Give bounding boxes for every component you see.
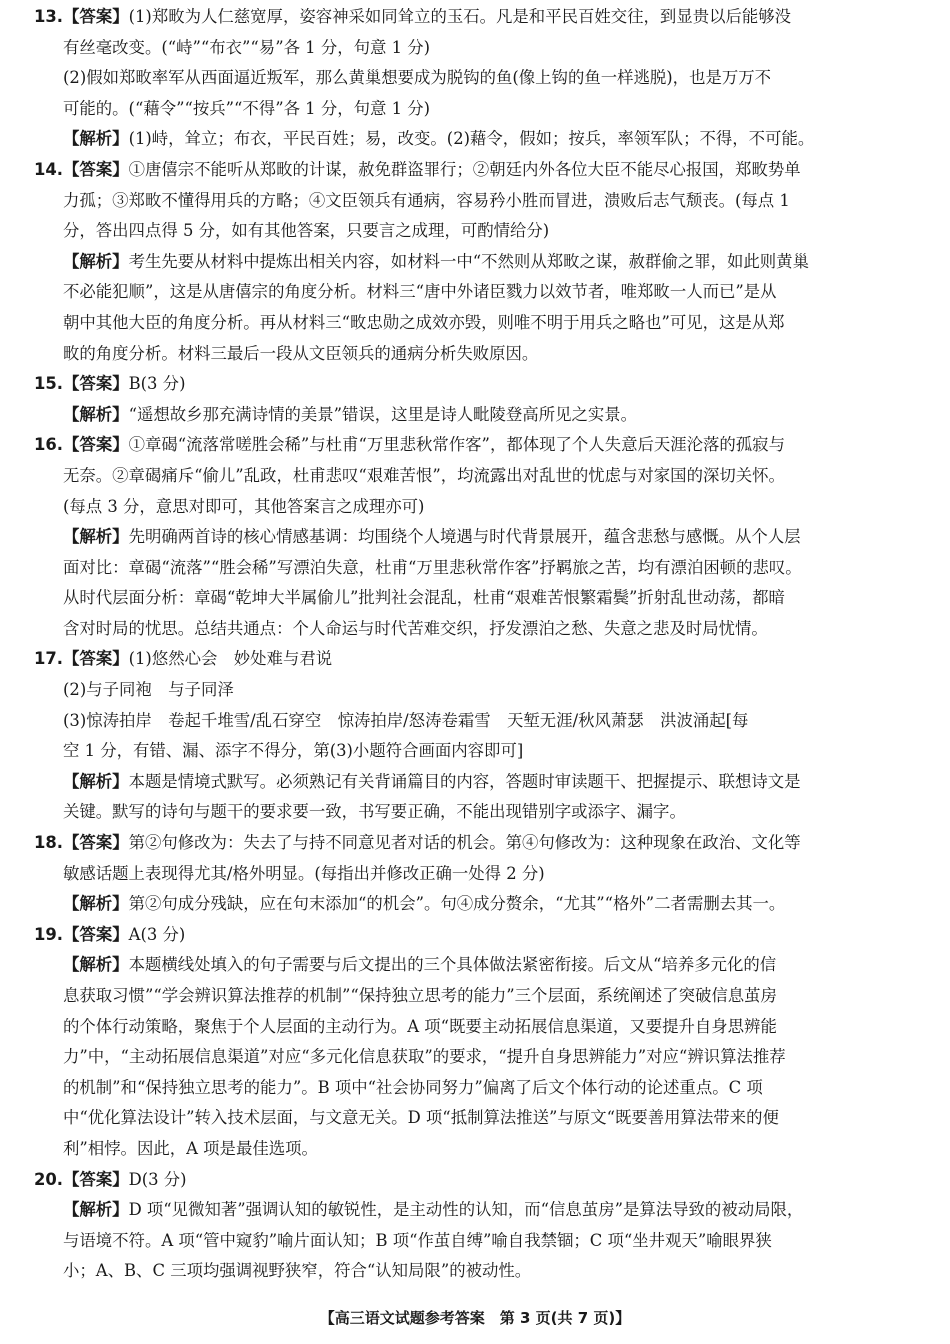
question-number: 18. bbox=[34, 833, 64, 853]
question-item bbox=[34, 430, 894, 644]
question-number: 16. bbox=[34, 435, 64, 455]
question-item bbox=[34, 828, 894, 920]
answer-text-line bbox=[34, 1256, 894, 1287]
line-text: D 项“见微知著”强调认知的敏锐性，是主动性的认知，而“信息茧房”是算法导致的被动局限， bbox=[128, 1200, 804, 1220]
line-text: 与语境不符。A 项“管中窥豹”喻片面认知；B 项“作茧自缚”喻自我禁锢；C 项“坐井观天”喻眼界狭 bbox=[63, 1230, 772, 1250]
answer-text-line bbox=[34, 1226, 894, 1257]
question-number: 14. bbox=[34, 159, 64, 179]
answer-text-line bbox=[34, 247, 894, 278]
answer-text-line bbox=[34, 981, 894, 1012]
answer-text-line bbox=[34, 186, 894, 217]
question-number: 17. bbox=[34, 649, 64, 669]
analysis-label: 【解析】 bbox=[63, 1200, 129, 1220]
answer-text-line bbox=[34, 277, 894, 308]
answer-text-line bbox=[34, 369, 894, 400]
line-text: 先明确两首诗的核心情感基调：均围绕个人境遇与时代背景展开，蕴含悲愁与感慨。从个人层 bbox=[128, 527, 801, 547]
line-text: 无奈。②章碣痛斥“偷儿”乱政，杜甫悲叹“艰难苦恨”，均流露出对乱世的忧虑与对家国的深切关怀。 bbox=[63, 465, 785, 485]
answer-text-line bbox=[34, 859, 894, 890]
line-text: 中“优化算法设计”转入技术层面，与文意无关。D 项“抵制算法推送”与原文“既要善用算法带来的便 bbox=[63, 1108, 779, 1128]
line-text: 有丝毫改变。(“峙”“布衣”“易”各 1 分，句意 1 分) bbox=[63, 37, 431, 57]
page-footer: 【高三语文试题参考答案 第 3 页(共 7 页)】 bbox=[319, 1309, 631, 1327]
answer-text-line bbox=[34, 767, 894, 798]
line-text: 利”相悖。因此，A 项是最佳选项。 bbox=[63, 1138, 318, 1158]
analysis-label: 【解析】 bbox=[63, 894, 129, 914]
analysis-label: 【解析】 bbox=[63, 404, 129, 424]
question-item bbox=[34, 369, 894, 430]
answer-text-line bbox=[34, 339, 894, 370]
answer-text-line bbox=[34, 1042, 894, 1073]
line-text: 第②句修改为：失去了与持不同意见者对话的机会。第④句修改为：这种现象在政治、文化等 bbox=[128, 833, 801, 853]
line-text: 的个体行动策略，聚焦于个人层面的主动行为。A 项“既要主动拓展信息渠道，又要提升自身思辨能 bbox=[63, 1016, 777, 1036]
line-text: 考生先要从材料中提炼出相关内容，如材料一中“不然则从郑畋之谋，赦群偷之罪，如此则黄巢 bbox=[128, 251, 809, 271]
line-text: 本题是情境式默写。必须熟记有关背诵篇目的内容，答题时审读题干、把握提示、联想诗文是 bbox=[128, 771, 801, 791]
line-text: 息获取习惯”“学会辨识算法推荐的机制”“保持独立思考的能力”三个层面，系统阐述了突破信息茧房 bbox=[63, 986, 777, 1005]
answer-text-line bbox=[34, 553, 894, 584]
answer-text-line bbox=[34, 675, 894, 706]
answer-label: 【答案】 bbox=[63, 435, 129, 455]
answer-text-line bbox=[34, 950, 894, 981]
answer-text-line bbox=[34, 461, 894, 492]
answer-text-line bbox=[34, 920, 894, 951]
line-text: 朝中其他大臣的角度分析。再从材料三“畋忠勋之成效亦毁，则唯不明于用兵之略也”可见，这是从郑 bbox=[63, 312, 785, 332]
answer-text-line bbox=[34, 155, 894, 186]
answer-text-line bbox=[34, 430, 894, 461]
line-text: 可能的。(“藉令”“按兵”“不得”各 1 分，句意 1 分) bbox=[63, 98, 431, 118]
analysis-label: 【解析】 bbox=[63, 129, 129, 149]
line-text: 从时代层面分析：章碣“乾坤大半属偷儿”批判社会混乱，杜甫“艰难苦恨繁霜鬓”折射乱世动荡，都暗 bbox=[63, 588, 785, 608]
line-text: (2)与子同袍 与子同泽 bbox=[63, 680, 234, 700]
answer-label: 【答案】 bbox=[63, 1169, 129, 1189]
line-text: (2)假如郑畋率军从西面逼近叛军，那么黄巢想要成为脱钩的鱼(像上钩的鱼一样逃脱)，也是万万不 bbox=[63, 68, 772, 88]
answer-text-line bbox=[34, 706, 894, 737]
line-text: 敏感话题上表现得尤其/格外明显。(每指出并修改正确一处得 2 分) bbox=[63, 863, 545, 883]
line-text: 空 1 分，有错、漏、添字不得分，第(3)小题符合画面内容即可] bbox=[63, 741, 524, 761]
answer-text-line bbox=[34, 828, 894, 859]
line-text: (3)惊涛拍岸 卷起千堆雪/乱石穿空 惊涛拍岸/怒涛卷霜雪 天堑无涯/秋风萧瑟 洪波涌起[每 bbox=[63, 710, 749, 730]
question-number: 20. bbox=[34, 1169, 64, 1189]
answer-text-line bbox=[34, 33, 894, 64]
answer-text-line bbox=[34, 614, 894, 645]
answer-text-line bbox=[34, 1195, 894, 1226]
question-item bbox=[34, 920, 894, 1165]
line-text: 分，答出四点得 5 分，如有其他答案，只要言之成理，可酌情给分) bbox=[63, 221, 550, 241]
question-number: 13. bbox=[34, 7, 64, 26]
answer-text-line bbox=[34, 522, 894, 553]
answer-text-line bbox=[34, 400, 894, 431]
line-text: D(3 分) bbox=[128, 1169, 187, 1189]
line-text: 不必能犯顺”，这是从唐僖宗的角度分析。材料三“唐中外诸臣戮力以效节者，唯郑畋一人而已”是从 bbox=[63, 282, 777, 302]
question-number: 19. bbox=[34, 924, 64, 944]
question-item bbox=[34, 2, 894, 155]
line-text: 力”中，“主动拓展信息渠道”对应“多元化信息获取”的要求，“提升自身思辨能力”对应“辨识算法推荐 bbox=[63, 1047, 786, 1067]
answer-text-line bbox=[34, 736, 894, 767]
line-text: ①章碣“流落常嗟胜会稀”与杜甫“万里悲秋常作客”，都体现了个人失意后天涯沦落的孤寂与 bbox=[128, 435, 785, 455]
answer-text-line bbox=[34, 583, 894, 614]
line-text: 本题横线处填入的句子需要与后文提出的三个具体做法紧密衔接。后文从“培养多元化的信 bbox=[128, 955, 777, 975]
answer-label: 【答案】 bbox=[63, 649, 129, 669]
answer-text-line bbox=[34, 1134, 894, 1165]
answer-label: 【答案】 bbox=[63, 833, 129, 853]
analysis-label: 【解析】 bbox=[63, 527, 129, 547]
answer-text-line bbox=[34, 1012, 894, 1043]
answer-text-line bbox=[34, 216, 894, 247]
question-item bbox=[34, 644, 894, 828]
line-text: 小；A、B、C 三项均强调视野狭窄，符合“认知局限”的被动性。 bbox=[63, 1261, 532, 1281]
question-item bbox=[34, 1165, 894, 1287]
answer-text-line bbox=[34, 492, 894, 523]
line-text: 第②句成分残缺，应在句末添加“的机会”。句④成分赘余，“尤其”“格外”二者需删去其一。 bbox=[128, 894, 786, 914]
answer-label: 【答案】 bbox=[63, 7, 129, 26]
answer-label: 【答案】 bbox=[63, 159, 129, 179]
answer-list bbox=[34, 2, 894, 1287]
analysis-label: 【解析】 bbox=[63, 955, 129, 975]
answer-text-line bbox=[34, 124, 894, 155]
analysis-label: 【解析】 bbox=[63, 771, 129, 791]
answer-text-line bbox=[34, 1073, 894, 1104]
line-text: ①唐僖宗不能听从郑畋的计谋，赦免群盗罪行；②朝廷内外各位大臣不能尽心报国，郑畋势单 bbox=[128, 159, 801, 179]
answer-text-line bbox=[34, 94, 894, 125]
answer-text-line bbox=[34, 1103, 894, 1134]
line-text: (每点 3 分，意思对即可，其他答案言之成理亦可) bbox=[63, 496, 425, 516]
answer-label: 【答案】 bbox=[63, 924, 129, 944]
line-text: (1)峙，耸立；布衣，平民百姓；易，改变。(2)藉令，假如；按兵，率领军队；不得，不可能。 bbox=[128, 129, 815, 149]
answer-text-line bbox=[34, 2, 894, 33]
line-text: “遥想故乡那充满诗情的美景”错误，这里是诗人毗陵登高所见之实景。 bbox=[128, 404, 638, 424]
question-item bbox=[34, 155, 894, 369]
line-text: 关键。默写的诗句与题干的要求要一致，书写要正确，不能出现错别字或添字、漏字。 bbox=[63, 802, 686, 822]
answer-text-line bbox=[34, 63, 894, 94]
answer-text-line bbox=[34, 1165, 894, 1196]
line-text: A(3 分) bbox=[128, 924, 186, 944]
answer-text-line bbox=[34, 797, 894, 828]
answer-label: 【答案】 bbox=[63, 374, 129, 394]
line-text: 畋的角度分析。材料三最后一段从文臣领兵的通病分析失败原因。 bbox=[63, 343, 539, 363]
line-text: 面对比：章碣“流落”“胜会稀”写漂泊失意，杜甫“万里悲秋常作客”抒羁旅之苦，均有漂泊困顿的悲叹。 bbox=[63, 557, 802, 577]
answer-text-line bbox=[34, 889, 894, 920]
line-text: (1)郑畋为人仁慈宽厚，姿容神采如同耸立的玉石。凡是和平民百姓交往，到显贵以后能够没 bbox=[128, 7, 792, 26]
answer-text-line bbox=[34, 644, 894, 675]
question-number: 15. bbox=[34, 374, 64, 394]
line-text: 含对时局的忧思。总结共通点：个人命运与时代苦难交织，抒发漂泊之愁、失意之悲及时局忧情。 bbox=[63, 618, 768, 638]
line-text: (1)悠然心会 妙处难与君说 bbox=[128, 649, 333, 669]
answer-text-line bbox=[34, 308, 894, 339]
line-text: 的机制”和“保持独立思考的能力”。B 项中“社会协同努力”偏离了后文个体行动的论述重点。C 项 bbox=[63, 1077, 763, 1097]
line-text: B(3 分) bbox=[128, 374, 186, 394]
analysis-label: 【解析】 bbox=[63, 251, 129, 271]
line-text: 力孤；③郑畋不懂得用兵的方略；④文臣领兵有通病，容易矜小胜而冒进，溃败后志气颓丧。(每点 1 bbox=[63, 190, 790, 210]
